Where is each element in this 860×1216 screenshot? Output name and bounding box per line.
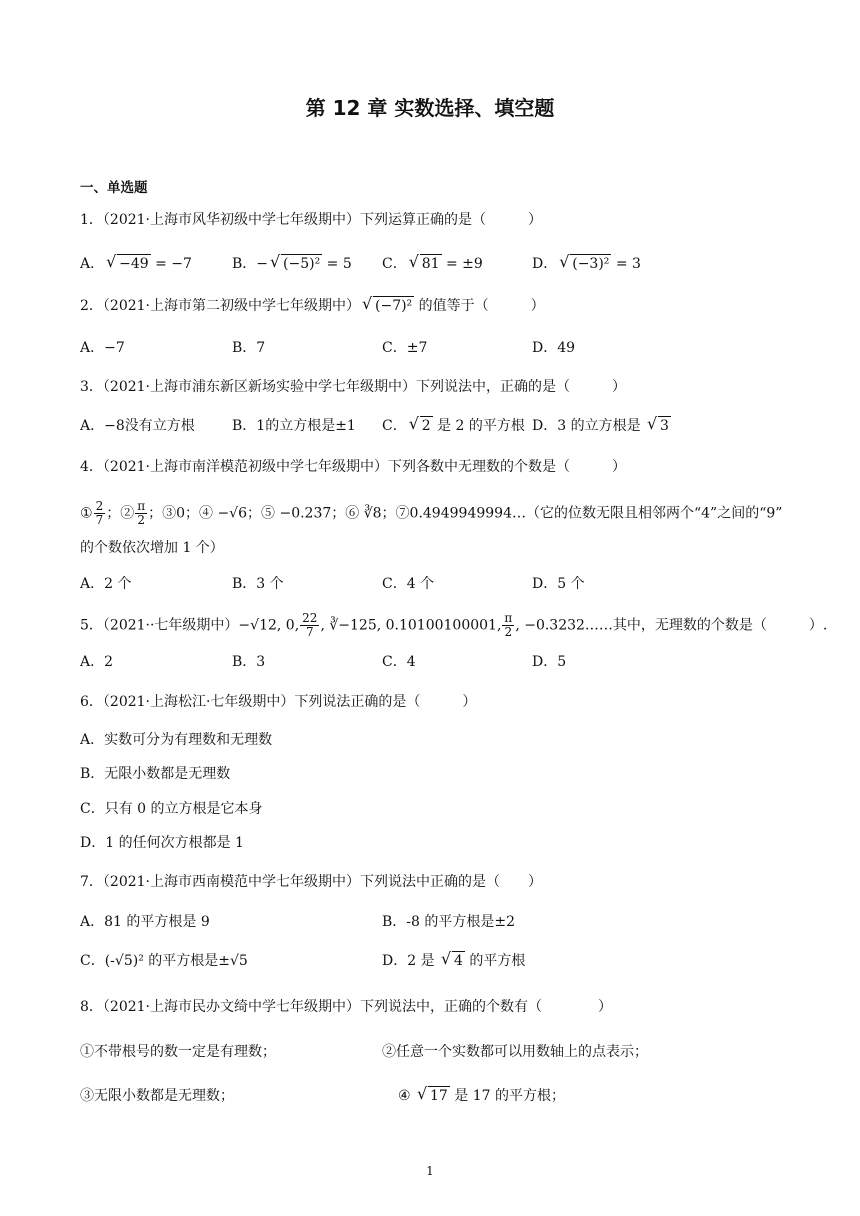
q8-statement-1: ①不带根号的数一定是有理数； [80, 1044, 276, 1060]
q8-statement-4: ④ √ 17 是 17 的平方根； [398, 1085, 565, 1107]
q5-option-a: A．2 [80, 654, 114, 670]
question-3-stem: 3．（2021·上海市浦东新区新场实验中学七年级期中）下列说法中，正确的是（ ） [80, 379, 626, 395]
q7-option-b: B．-8 的平方根是±2 [382, 914, 516, 930]
question-5-stem: 5．（2021··七年级期中）−√12, 0, $\frac{22}{7}$ , ∛−125, 0.10100100001, $\frac{\pi}{2}$ , −0.3232……其中，无理数的个数是（ ）. [80, 611, 828, 639]
q4-option-a: A．2 个 [80, 576, 132, 592]
q6-option-c: C．只有 0 的立方根是它本身 [80, 801, 263, 817]
q2-option-a: A．−7 [80, 340, 125, 356]
q5-option-c: C．4 [382, 654, 416, 670]
q3-option-d: D．3 的立方根是 √ 3 [532, 415, 671, 437]
section-heading: 一、单选题 [80, 180, 148, 196]
q4-option-d: D．5 个 [532, 576, 585, 592]
question-6-stem: 6．（2021·上海松江·七年级期中）下列说法正确的是（ ） [80, 694, 477, 710]
page-title: 第 12 章 实数选择、填空题 [305, 96, 555, 120]
q5-option-d: D．5 [532, 654, 567, 670]
q8-statement-3: ③无限小数都是无理数； [80, 1088, 234, 1104]
q7-option-c: C．(-√5)² 的平方根是±√5 [80, 953, 248, 969]
question-1-stem: 1．（2021·上海市风华初级中学七年级期中）下列运算正确的是（ ） [80, 212, 542, 228]
q2-option-b: B．7 [232, 340, 266, 356]
q1-option-b: B．−√ (−5)² = 5 [232, 253, 352, 275]
q4-option-b: B．3 个 [232, 576, 284, 592]
q3-option-c: C．√ 2 是 2 的平方根 [382, 415, 525, 437]
question-4-stem: 4．（2021·上海市南洋模范初级中学七年级期中）下列各数中无理数的个数是（ ） [80, 459, 626, 475]
question-8-stem: 8．（2021·上海市民办文绮中学七年级期中）下列说法中，正确的个数有（ ） [80, 999, 612, 1015]
q4-number-list: ① $\frac{2}{7}$ ；② $\frac{\pi}{2}$ ；③0；④ −√6；⑤ −0.23̇7̇；⑥ ∛8；⑦0.4949949994…（它的位数无限且相邻两个“4”之间的“9” [80, 499, 783, 527]
q5-option-b: B．3 [232, 654, 266, 670]
page-number: 1 [426, 1164, 434, 1178]
q1-option-d: D．√ (−3)² = 3 [532, 253, 641, 275]
q1-option-c: C．√ 81 = ±9 [382, 253, 483, 275]
q4-number-list-continued: 的个数依次增加 1 个） [80, 540, 224, 556]
q2-option-c: C．±7 [382, 340, 428, 356]
q3-option-a: A．−8没有立方根 [80, 418, 195, 434]
q3-option-b: B．1的立方根是±1 [232, 418, 356, 434]
q6-option-d: D．1 的任何次方根都是 1 [80, 835, 244, 851]
q2-option-d: D．49 [532, 340, 576, 356]
question-2-stem: 2．（2021·上海市第二初级中学七年级期中）√ (−7)² 的值等于（ ） [80, 296, 545, 316]
q6-option-b: B．无限小数都是无理数 [80, 766, 231, 782]
question-7-stem: 7．（2021·上海市西南模范中学七年级期中）下列说法中正确的是（ ） [80, 874, 542, 890]
q7-option-d: D．2 是 √ 4 的平方根 [382, 950, 525, 972]
q4-option-c: C．4 个 [382, 576, 435, 592]
q8-statement-2: ②任意一个实数都可以用数轴上的点表示； [382, 1044, 648, 1060]
q7-option-a: A．81 的平方根是 9 [80, 914, 210, 930]
q6-option-a: A．实数可分为有理数和无理数 [80, 732, 273, 748]
q1-option-a: A．√ −49 = −7 [80, 253, 192, 275]
